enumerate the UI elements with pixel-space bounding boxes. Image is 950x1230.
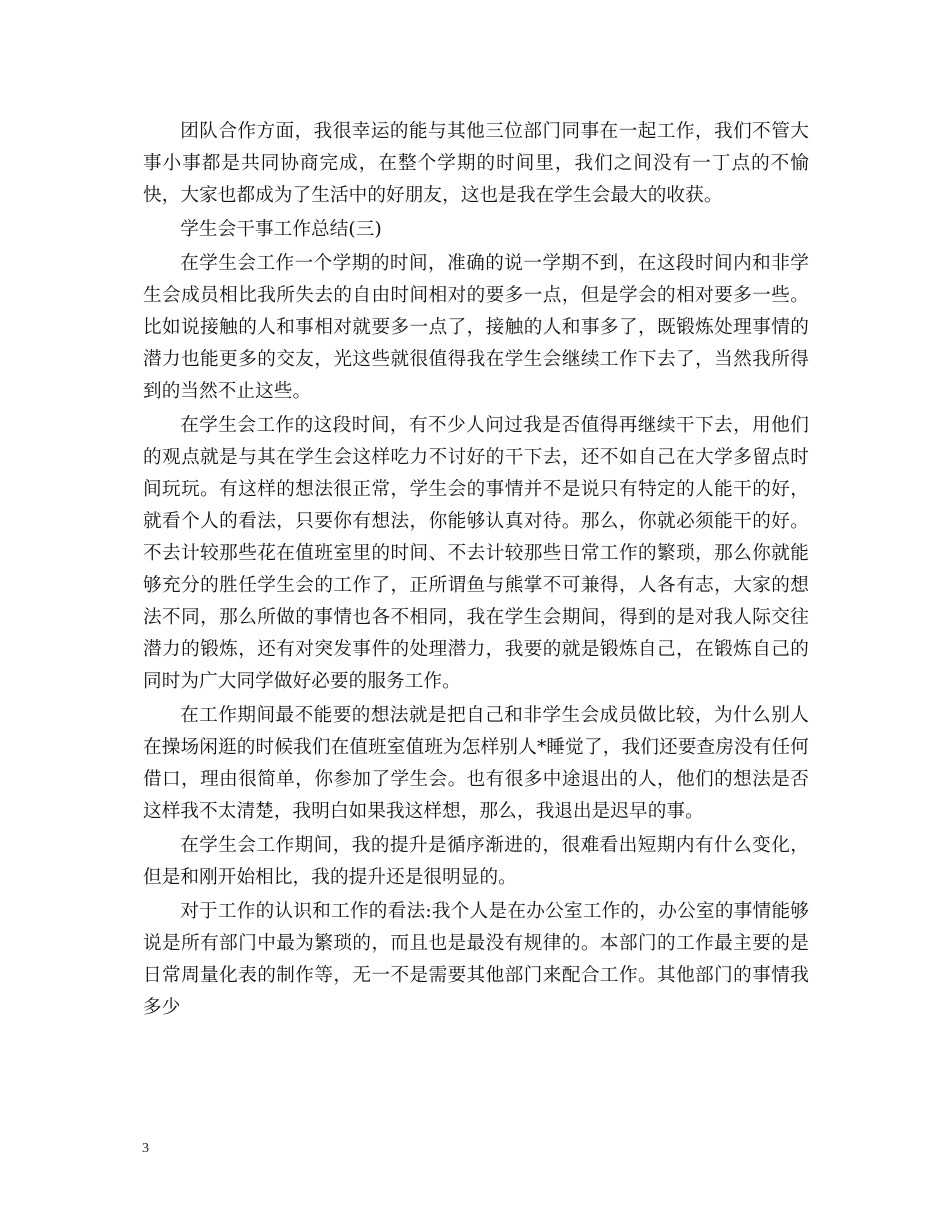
paragraph-teamwork: 团队合作方面，我很幸运的能与其他三位部门同事在一起工作，我们不管大事小事都是共同协商完成，在整个学期的时间里，我们之间没有一丁点的不愉快，大家也都成为了生活中的好朋友，这也是我在学生会最大的收获。 xyxy=(143,121,809,206)
page-number: 3 xyxy=(142,1141,149,1156)
paragraph-intro: 在学生会工作一个学期的时间，准确的说一学期不到，在这段时间内和非学生会成员相比我所失去的自由时间相对的要多一点，但是学会的相对要多一些。比如说接触的人和事相对就要多一点了，接触的人和事多了，既锻炼处理事情的潜力也能更多的交友，光这些就很值得我在学生会继续工作下去了，当然我所得到的当然不止这些。 xyxy=(143,253,809,402)
paragraph-comparison: 在工作期间最不能要的想法就是把自己和非学生会成员做比较，为什么别人在操场闲逛的时候我们在值班室值班为怎样别人*睡觉了，我们还要查房没有任何借口，理由很简单，你参加了学生会。也有很多中途退出的人，他们的想法是否这样我不太清楚，我明白如果我这样想，那么，我退出是迟早的事。 xyxy=(143,705,809,822)
paragraph-office-work: 对于工作的认识和工作的看法:我个人是在办公室工作的，办公室的事情能够说是所有部门中最为繁琐的，而且也是最没有规律的。本部门的工作最主要的是日常周量化表的制作等，无一不是需要其他部门来配合工作。其他部门的事情我多少 xyxy=(143,901,809,1018)
paragraph-improvement: 在学生会工作期间，我的提升是循序渐进的，很难看出短期内有什么变化，但是和刚开始相比，我的提升还是很明显的。 xyxy=(143,835,809,888)
paragraph-worth-it: 在学生会工作的这段时间，有不少人问过我是否值得再继续干下去，用他们的观点就是与其在学生会这样吃力不讨好的干下去，还不如自己在大学多留点时间玩玩。有这样的想法很正常，学生会的事情并不是说只有特定的人能干的好，就看个人的看法，只要你有想法，你能够认真对待。那么，你就必须能干的好。不去计较那些花在值班室里的时间、不去计较那些日常工作的繁琐，那么你就能够充分的胜任学生会的工作了，正所谓鱼与熊掌不可兼得，人各有志，大家的想法不同，那么所做的事情也各不相同，我在学生会期间，得到的是对我人际交往潜力的锻炼，还有对突发事件的处理潜力，我要的就是锻炼自己，在锻炼自己的同时为广大同学做好必要的服务工作。 xyxy=(143,415,809,692)
section-heading: 学生会干事工作总结(三) xyxy=(180,219,382,240)
document-body xyxy=(143,116,809,1024)
